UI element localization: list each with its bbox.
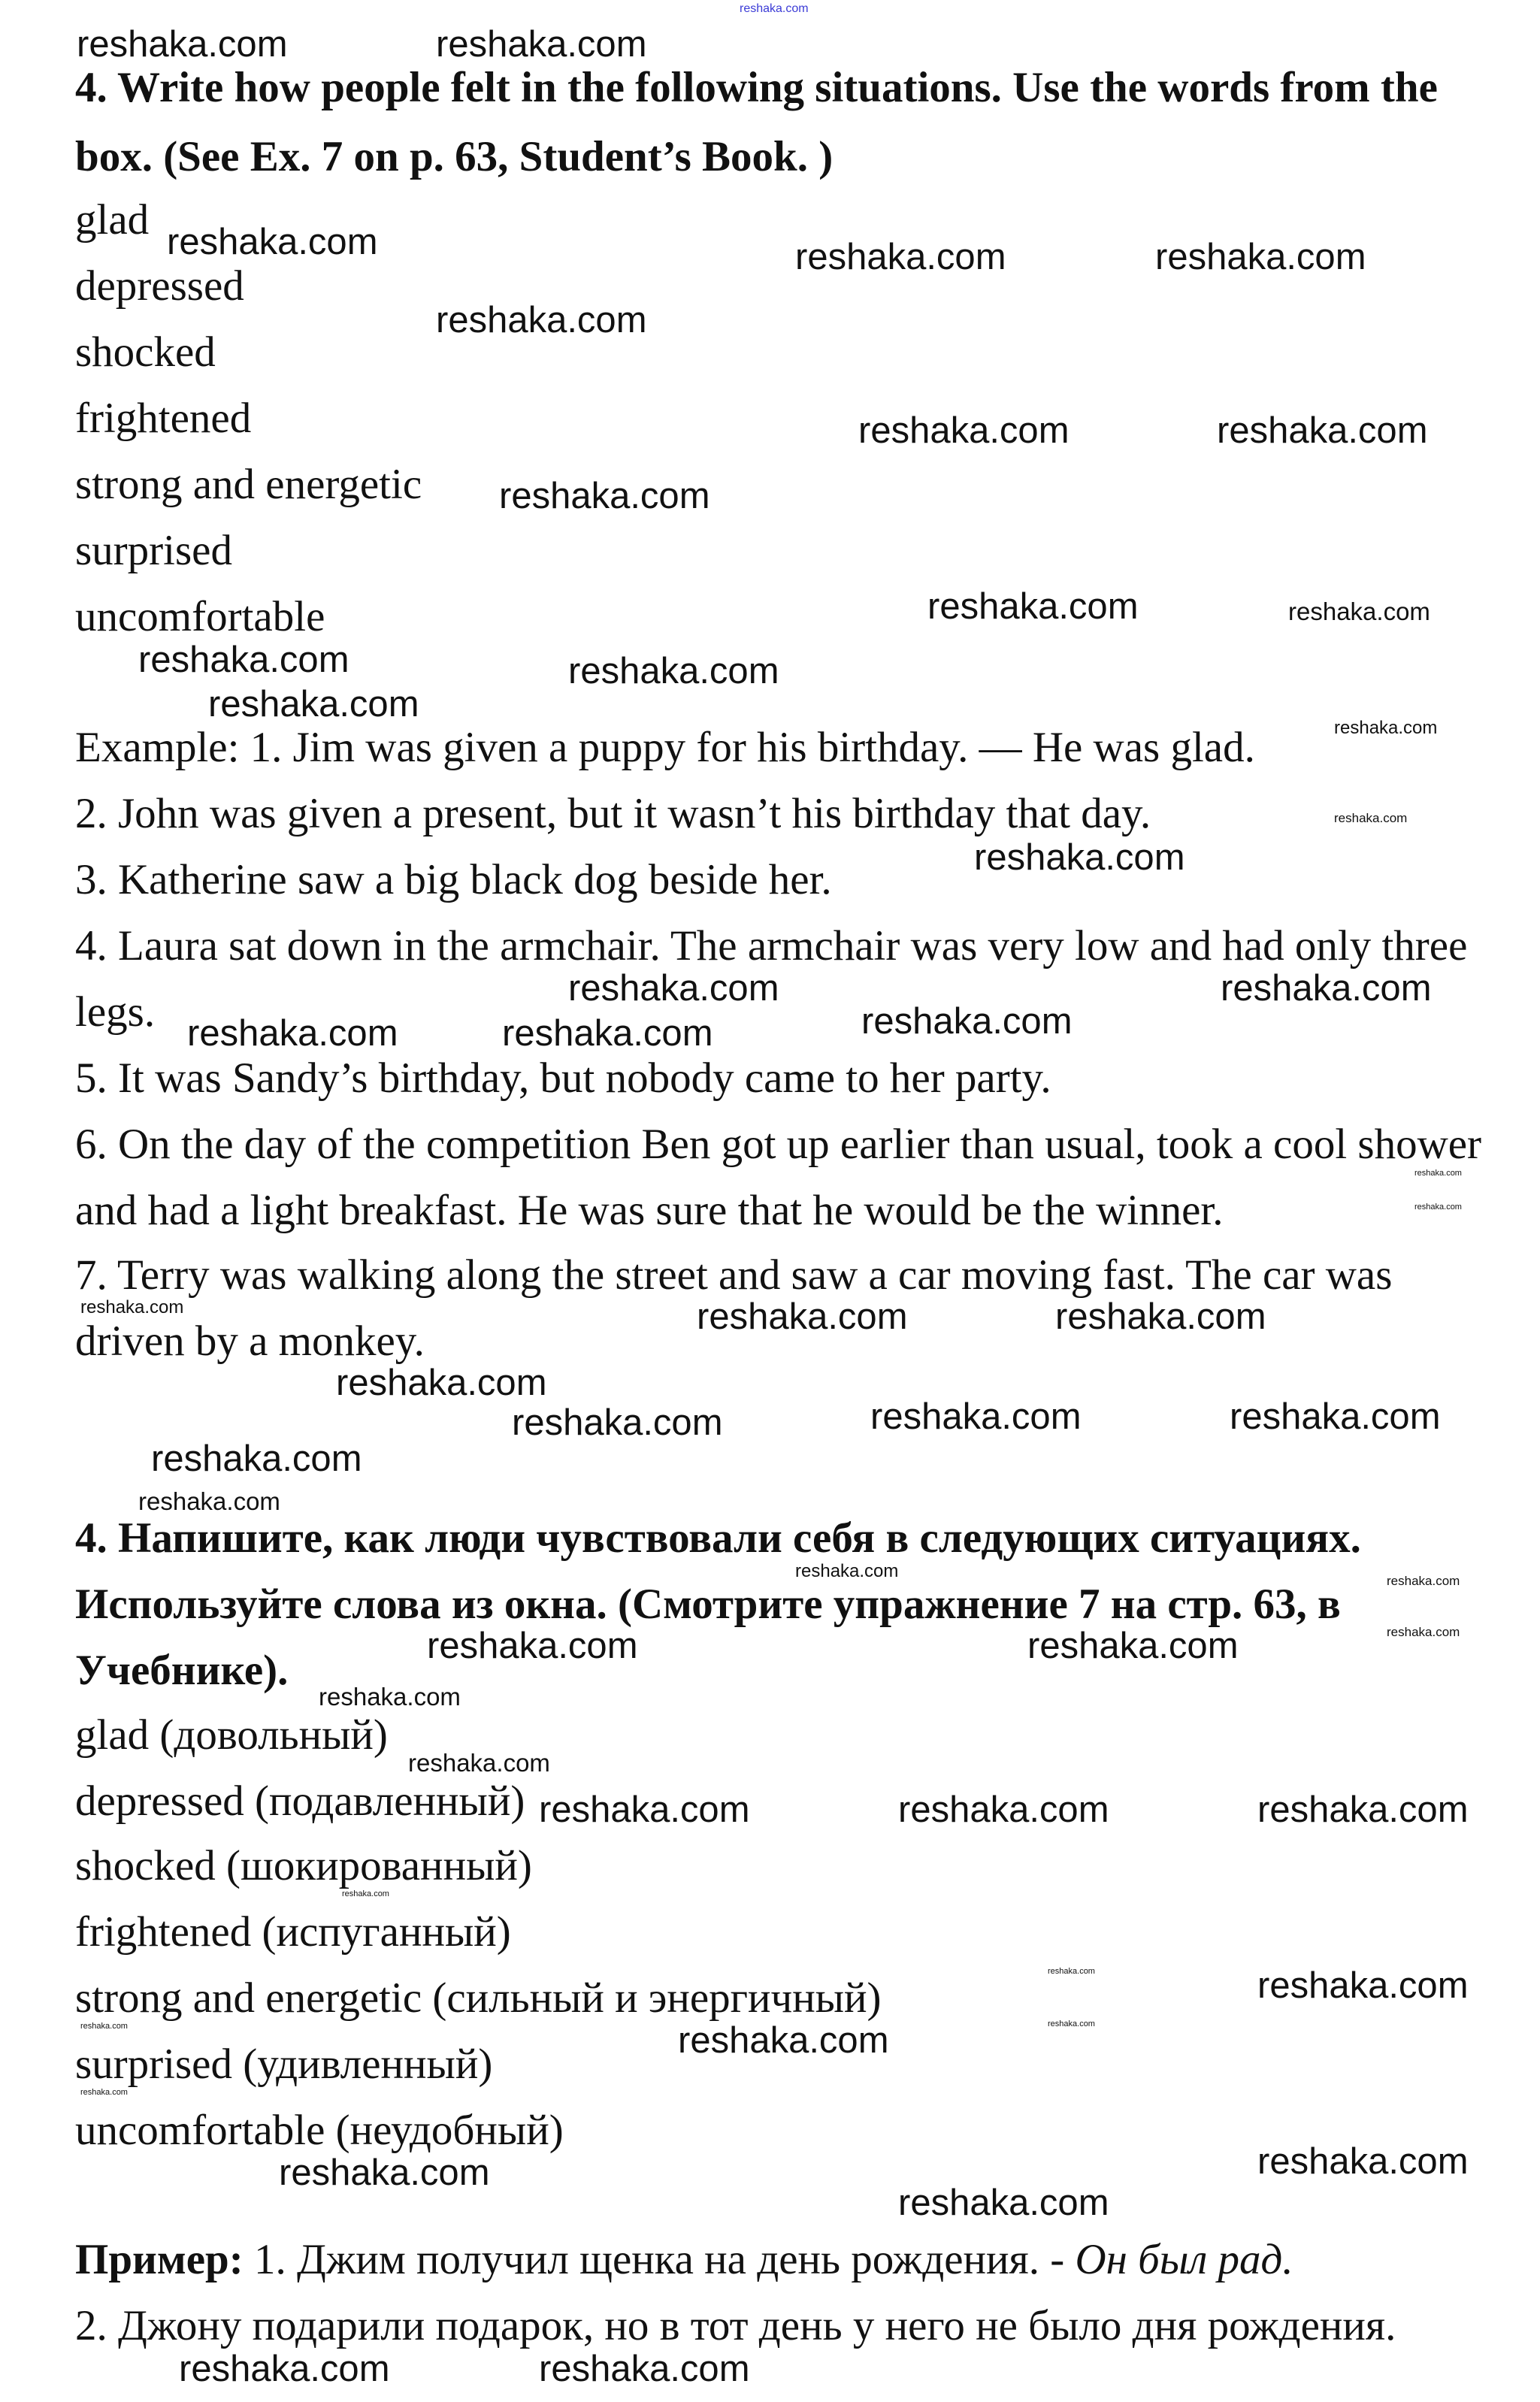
watermark: reshaka.com [1048, 1967, 1095, 1976]
watermark: reshaka.com [740, 2, 809, 15]
word-box-item: strong and energetic [75, 461, 422, 508]
watermark: reshaka.com [138, 1487, 280, 1515]
word-box-item: uncomfortable [75, 593, 325, 640]
word-box-item: depressed [75, 262, 244, 310]
example-text: 1. Джим получил щенка на день рождения. - [243, 2236, 1076, 2283]
watermark: reshaka.com [138, 640, 349, 680]
watermark: reshaka.com [795, 237, 1006, 277]
russian-example [75, 2238, 1293, 2281]
watermark: reshaka.com [319, 1683, 461, 1711]
watermark: reshaka.com [1387, 1574, 1460, 1588]
exercise-heading: 4. Write how people felt in the following situations. Use the words from the [75, 64, 1438, 111]
watermark: reshaka.com [870, 1396, 1082, 1437]
exercise-line: 4. Laura sat down in the armchair. The armchair was very low and had only three [75, 922, 1468, 970]
russian-word-item: glad (довольный) [75, 1711, 388, 1759]
watermark: reshaka.com [1414, 1203, 1462, 1212]
watermark: reshaka.com [1334, 718, 1438, 738]
watermark: reshaka.com [898, 1789, 1109, 1830]
watermark: reshaka.com [408, 1749, 550, 1777]
watermark: reshaka.com [1055, 1296, 1266, 1337]
example-sentence: Example: 1. Jim was given a puppy for his birthday. — He was glad. [75, 724, 1255, 771]
exercise-line: legs. [75, 988, 156, 1036]
exercise-line: 5. It was Sandy’s birthday, but nobody came to her party. [75, 1054, 1051, 1102]
watermark: reshaka.com [1257, 1789, 1469, 1830]
watermark: reshaka.com [795, 1561, 899, 1581]
word-box-item: surprised [75, 527, 232, 574]
watermark: reshaka.com [436, 24, 647, 65]
watermark: reshaka.com [342, 1889, 389, 1898]
watermark: reshaka.com [1230, 1396, 1441, 1437]
example-label: Пример: [75, 2236, 244, 2283]
russian-word-item: frightened (испуганный) [75, 1908, 511, 1956]
watermark: reshaka.com [80, 2022, 128, 2031]
watermark: reshaka.com [1288, 597, 1430, 625]
russian-word-item: uncomfortable (неудобный) [75, 2107, 564, 2154]
exercise-line: 2. John was given a present, but it wasn’t his birthday that day. [75, 790, 1151, 837]
watermark: reshaka.com [1027, 1626, 1239, 1666]
watermark: reshaka.com [512, 1402, 723, 1443]
watermark: reshaka.com [80, 2088, 128, 2097]
exercise-line: 3. Katherine saw a big black dog beside her. [75, 856, 832, 903]
russian-word-item: depressed (подавленный) [75, 1777, 525, 1825]
watermark: reshaka.com [697, 1296, 908, 1337]
russian-heading: 4. Напишите, как люди чувствовали себя в следующих ситуациях. [75, 1514, 1361, 1562]
russian-word-item: surprised (удивленный) [75, 2040, 493, 2088]
watermark: reshaka.com [427, 1626, 638, 1666]
watermark: reshaka.com [1257, 2141, 1469, 2182]
russian-heading: Используйте слова из окна. (Смотрите упражнение 7 на стр. 63, в [75, 1581, 1341, 1628]
watermark: reshaka.com [1048, 2019, 1095, 2028]
watermark: reshaka.com [1257, 1965, 1469, 2006]
watermark: reshaka.com [77, 24, 288, 65]
exercise-line: 6. On the day of the competition Ben got up earlier than usual, took a cool shower [75, 1121, 1482, 1168]
watermark: reshaka.com [167, 222, 378, 262]
watermark: reshaka.com [499, 476, 710, 516]
watermark: reshaka.com [539, 2349, 750, 2389]
watermark: reshaka.com [898, 2183, 1109, 2223]
watermark: reshaka.com [80, 1297, 184, 1317]
russian-heading: Учебнике). [75, 1647, 289, 1694]
exercise-line: and had a light breakfast. He was sure that he would be the winner. [75, 1187, 1224, 1234]
russian-word-item: shocked (шокированный) [75, 1842, 532, 1889]
watermark: reshaka.com [502, 1013, 713, 1054]
watermark: reshaka.com [539, 1789, 750, 1830]
watermark: reshaka.com [336, 1363, 547, 1403]
word-box-item: shocked [75, 328, 216, 376]
watermark: reshaka.com [678, 2020, 889, 2061]
watermark: reshaka.com [151, 1438, 362, 1479]
word-box-item: glad [75, 196, 150, 244]
russian-line: 2. Джону подарили подарок, но в тот день у него не было дня рождения. [75, 2302, 1396, 2349]
watermark: reshaka.com [1387, 1625, 1460, 1639]
watermark: reshaka.com [1221, 968, 1432, 1009]
watermark: reshaka.com [187, 1013, 398, 1054]
watermark: reshaka.com [208, 684, 419, 725]
watermark: reshaka.com [1217, 410, 1428, 451]
watermark: reshaka.com [179, 2349, 390, 2389]
watermark: reshaka.com [279, 2152, 490, 2193]
russian-word-item: strong and energetic (сильный и энергичный) [75, 1974, 882, 2022]
exercise-heading: box. (See Ex. 7 on p. 63, Student’s Book. ) [75, 133, 834, 180]
example-answer: Он был рад. [1075, 2236, 1293, 2283]
watermark: reshaka.com [568, 968, 779, 1009]
watermark: reshaka.com [436, 300, 647, 340]
watermark: reshaka.com [1414, 1169, 1462, 1178]
watermark: reshaka.com [1155, 237, 1366, 277]
word-box-item: frightened [75, 395, 252, 442]
watermark: reshaka.com [568, 651, 779, 691]
watermark: reshaka.com [927, 586, 1139, 627]
watermark: reshaka.com [1334, 811, 1408, 825]
watermark: reshaka.com [974, 837, 1185, 878]
exercise-line: 7. Terry was walking along the street and saw a car moving fast. The car was [75, 1251, 1393, 1299]
watermark: reshaka.com [858, 410, 1070, 451]
watermark: reshaka.com [861, 1001, 1073, 1042]
exercise-line: driven by a monkey. [75, 1317, 425, 1365]
